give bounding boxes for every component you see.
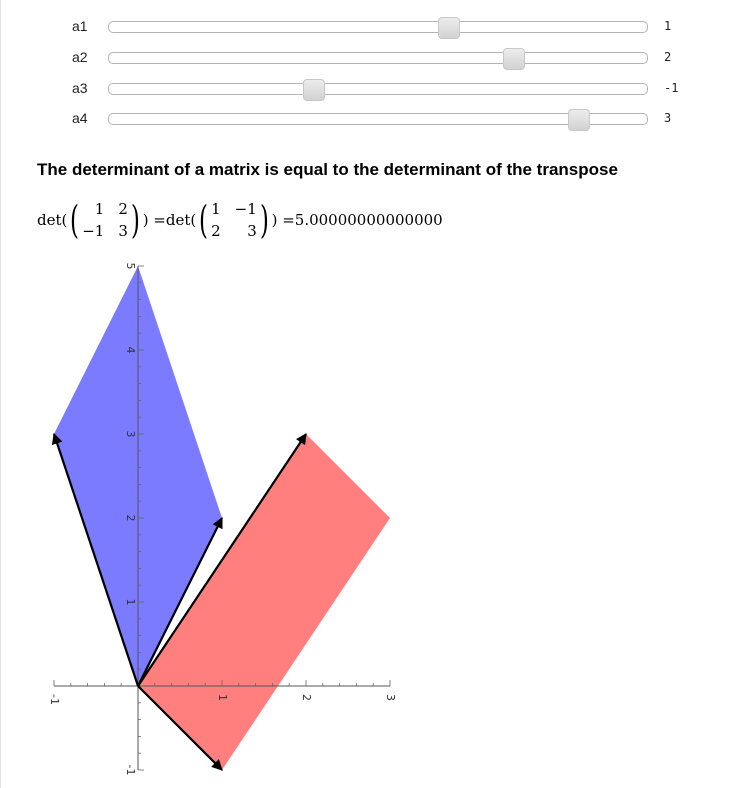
matrix-cell: 2 — [211, 222, 221, 240]
left-paren: ( — [70, 198, 80, 242]
x-tick-label: -1 — [48, 694, 61, 705]
slider-handle[interactable] — [503, 48, 525, 70]
y-tick-label: 3 — [124, 430, 137, 438]
slider-value: -1 — [664, 81, 679, 95]
page-title: The determinant of a matrix is equal to the determinant of the transpose — [37, 160, 618, 179]
matrix-cell: 3 — [118, 222, 128, 240]
slider-label: a1 — [72, 18, 88, 34]
y-tick-label: 2 — [124, 514, 137, 522]
vector-plot — [0, 250, 430, 786]
slider-value: 1 — [664, 19, 672, 33]
matrix-b — [211, 200, 257, 240]
x-tick-label: 2 — [300, 694, 313, 701]
equals-sign: ) = — [142, 211, 166, 229]
x-tick-label: 1 — [216, 694, 229, 701]
slider-label: a4 — [72, 110, 88, 126]
equals-sign: ) = — [271, 211, 295, 229]
slider-value: 3 — [664, 111, 672, 125]
slider-handle[interactable] — [568, 109, 590, 131]
matrix-a — [82, 200, 128, 240]
matrix-cell: 3 — [247, 222, 257, 240]
y-tick-label: 5 — [124, 262, 137, 270]
slider-track[interactable] — [108, 83, 648, 95]
x-tick-label: 3 — [384, 694, 397, 701]
slider-row-a4 — [0, 108, 750, 130]
slider-handle[interactable] — [438, 17, 460, 39]
det-label: det( — [165, 211, 197, 229]
determinant-result: 5.00000000000000 — [294, 211, 443, 229]
slider-value: 2 — [664, 50, 672, 64]
slider-label: a2 — [72, 49, 88, 65]
slider-handle[interactable] — [303, 79, 325, 101]
matrix-cell: 2 — [118, 200, 128, 218]
slider-track[interactable] — [108, 113, 648, 125]
det-label: det( — [37, 211, 68, 229]
y-tick-label: 4 — [124, 346, 137, 354]
y-tick-label: 1 — [124, 598, 137, 606]
slider-track[interactable] — [108, 21, 648, 33]
matrix-cell: 1 — [94, 200, 105, 218]
matrix-cell: −1 — [82, 222, 105, 240]
slider-row-a1 — [0, 16, 750, 38]
slider-label: a3 — [72, 80, 88, 96]
matrix-cell: −1 — [234, 200, 257, 218]
slider-track[interactable] — [108, 52, 648, 64]
left-paren: ( — [199, 198, 209, 242]
slider-row-a2 — [0, 47, 750, 69]
slider-row-a3 — [0, 78, 750, 100]
determinant-formula — [37, 195, 443, 245]
matrix-cell: 1 — [211, 200, 221, 218]
y-tick-label: -1 — [124, 764, 137, 776]
right-paren: ) — [130, 198, 140, 242]
right-paren: ) — [259, 198, 269, 242]
